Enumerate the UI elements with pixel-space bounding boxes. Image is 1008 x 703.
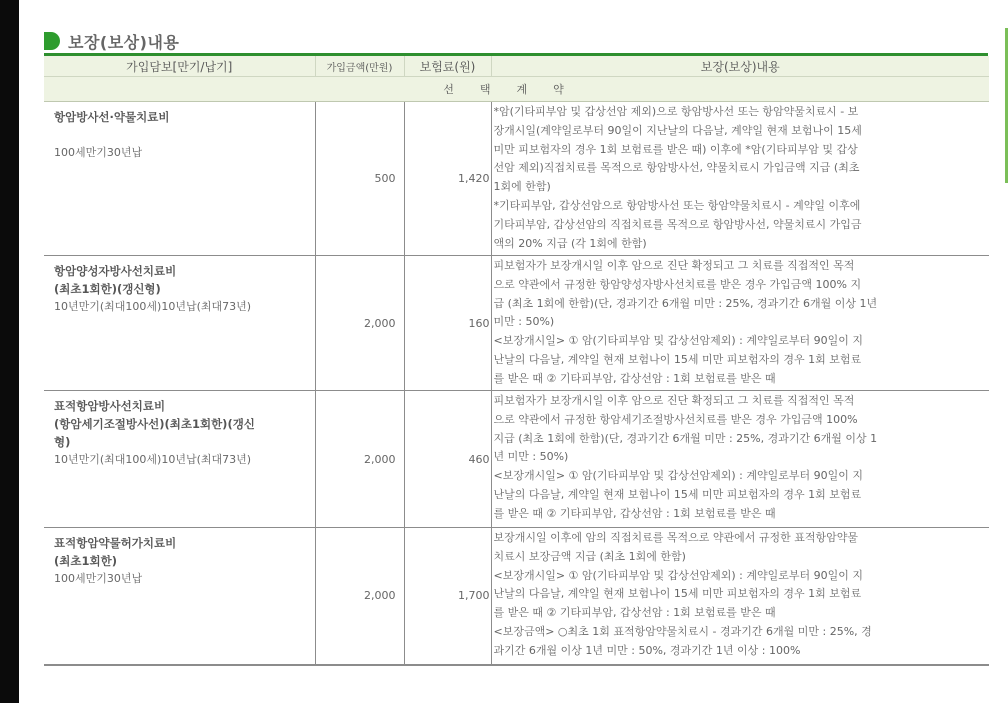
coverage-name: 표적항암방사선치료비 [54,399,166,413]
optional-contract-label: 선택계약 [44,77,989,102]
description-line: 액의 20% 지급 (각 1회에 한함) [493,236,647,250]
coverage-name: 형) [54,435,71,449]
table-header-row [44,56,989,77]
description-line: 피보험자가 보장개시일 이후 암으로 진단 확정되고 그 치료를 직접적인 목적 [493,394,855,407]
left-edge-bar [0,0,19,703]
coverage-amount: 2,000 [315,528,404,665]
coverage-term: 10년만기(최대100세)10년납(최대73년) [54,300,252,313]
coverage-description [491,391,989,528]
description-line: 보장개시일 이후에 암의 직접치료를 목적으로 약관에서 규정한 표적항암약물 [493,531,859,544]
description-line: 를 받은 때 ② 기타피부암, 갑상선암 : 1회 보험료를 받은 때 [493,506,776,520]
coverage-description [491,102,989,256]
spacer [54,126,307,144]
description-line: 지급 (최초 1회에 한함)(단, 경과기간 6개월 미만 : 25%, 경과기간 6개월 이상 1 [493,431,878,445]
header-coverage: 가입담보[만기/납기] [44,56,315,77]
optional-contract-row [44,77,989,102]
description-line: <보장금액> ○최초 1회 표적항암약물치료시 - 경과기간 6개월 미만 : 25%, 경 [493,624,872,638]
table-row [44,102,989,256]
description-line: 으로 약관에서 규정한 항암세기조절방사선치료를 받은 경우 가입금액 100% [493,412,858,426]
coverage-amount: 2,000 [315,256,404,391]
description-line: 난날의 다음날, 계약일 현재 보험나이 15세 미만 피보험자의 경우 1회 보험료 [493,487,862,501]
description-line: 장개시일(계약일로부터 90일이 지난날의 다음날, 계약일 현재 보험나이 15세 [493,123,862,137]
coverage-table [44,56,989,666]
description-line: <보장개시일> ① 암(기타피부암 및 갑상선암제외) : 계약일로부터 90일이 지 [493,469,863,483]
description-line: *기타피부암, 갑상선암으로 항암방사선 또는 항암약물치료시 - 계약일 이후에 [493,198,861,212]
description-line: 를 받은 때 ② 기타피부암, 갑상선암 : 1회 보험료를 받은 때 [493,371,776,385]
description-line: 년 미만 : 50%) [493,450,569,464]
coverage-description [491,528,989,665]
coverage-name: (최초1회한) [54,554,117,568]
coverage-term: 100세만기30년납 [54,146,143,159]
table-row [44,528,989,665]
description-line: 미만 피보험자의 경우 1회 보험료를 받은 때) 이후에 *암(기타피부암 및 갑상 [493,142,858,156]
description-line: 를 받은 때 ② 기타피부암, 갑상선암 : 1회 보험료를 받은 때 [493,606,776,620]
description-line: 피보험자가 보장개시일 이후 암으로 진단 확정되고 그 치료를 직접적인 목적 [493,259,855,272]
title-marker-icon [44,32,60,50]
header-premium: 보험료(원) [404,56,491,77]
coverage-name: 항암양성자방사선치료비 [54,264,177,278]
description-line: 으로 약관에서 규정한 항암양성자방사선치료를 받은 경우 가입금액 100% 지 [493,277,862,291]
coverage-amount: 500 [315,102,404,256]
coverage-premium: 1,420 [404,102,491,256]
table-row [44,391,989,528]
section-title-text: 보장(보상)내용 [68,32,180,52]
description-line: 급 (최초 1회에 한함)(단, 경과기간 6개월 미만 : 25%, 경과기간 6개월 이상 1년 [493,296,878,310]
coverage-premium: 460 [404,391,491,528]
coverage-name-cell [44,256,315,391]
header-amount: 가입금액(만원) [315,56,404,77]
coverage-amount: 2,000 [315,391,404,528]
coverage-premium: 160 [404,256,491,391]
description-line: 1회에 한함) [493,180,551,194]
table-row [44,256,989,391]
description-line: <보장개시일> ① 암(기타피부암 및 갑상선암제외) : 계약일로부터 90일이 지 [493,568,863,582]
coverage-term: 100세만기30년납 [54,572,143,585]
coverage-name-cell [44,102,315,256]
description-line: 과기간 6개월 이상 1년 미만 : 50%, 경과기간 1년 이상 : 100% [493,643,801,657]
coverage-name-cell [44,528,315,665]
coverage-name: 항암방사선·약물치료비 [54,110,170,124]
coverage-name-cell [44,391,315,528]
header-details: 보장(보상)내용 [491,56,989,77]
description-line: 난날의 다음날, 계약일 현재 보험나이 15세 미만 피보험자의 경우 1회 보험료 [493,352,862,366]
description-line: 치료시 보장금액 지급 (최초 1회에 한함) [493,549,686,563]
description-line: 미만 : 50%) [493,315,555,329]
coverage-name: (최초1회한)(갱신형) [54,282,161,296]
coverage-description [491,256,989,391]
coverage-name: (항암세기조절방사선)(최초1회한)(갱신 [54,417,255,431]
description-line: <보장개시일> ① 암(기타피부암 및 갑상선암제외) : 계약일로부터 90일이 지 [493,334,863,348]
coverage-premium: 1,700 [404,528,491,665]
coverage-name: 표적항암약물허가치료비 [54,536,177,550]
coverage-term: 10년만기(최대100세)10년납(최대73년) [54,453,252,466]
description-line: 기타피부암, 갑상선암의 직접치료를 목적으로 항암방사선, 약물치료시 가입금 [493,217,862,231]
description-line: *암(기타피부암 및 갑상선암 제외)으로 항암방사선 또는 항암약물치료시 - 보 [493,105,859,118]
description-line: 난날의 다음날, 계약일 현재 보험나이 15세 미만 피보험자의 경우 1회 보험료 [493,587,862,601]
section-title [44,30,179,52]
description-line: 선암 제외)직접치료를 목적으로 항암방사선, 약물치료시 가입금액 지급 (최초 [493,161,860,175]
